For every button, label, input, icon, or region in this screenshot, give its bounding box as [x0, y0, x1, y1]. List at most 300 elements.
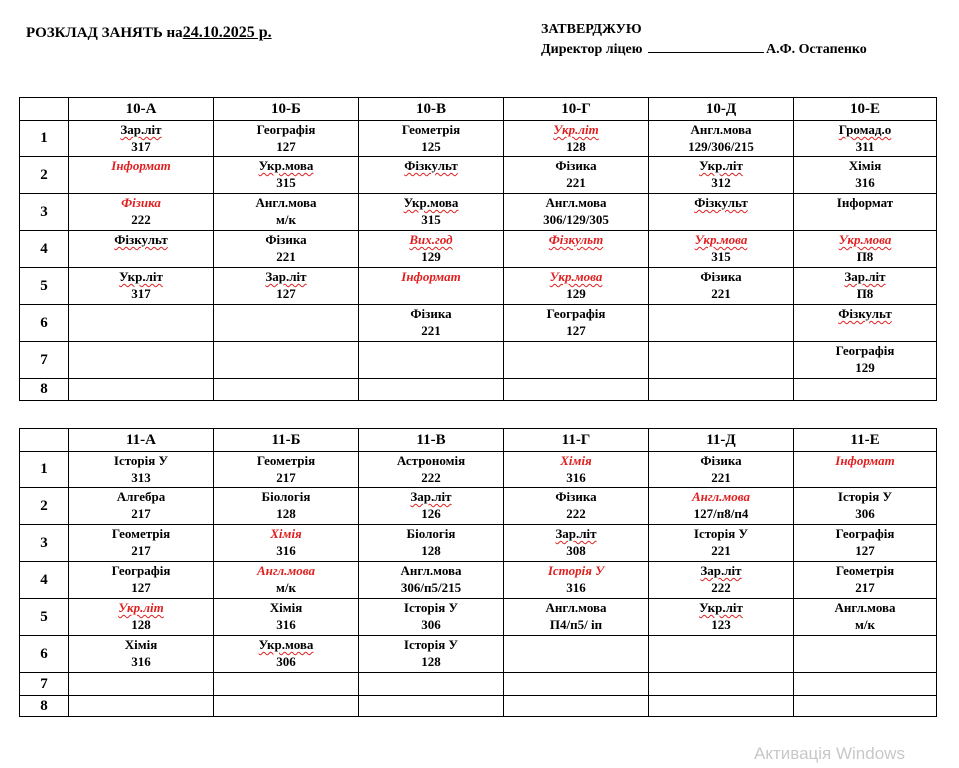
- subject-label: Географія: [546, 306, 606, 321]
- lesson-number: 7: [20, 673, 69, 696]
- room-label: 129: [855, 360, 875, 375]
- subject-label: [649, 599, 793, 616]
- lesson-cell: [69, 157, 214, 194]
- room-label: 317: [131, 286, 151, 301]
- subject-text: Укр.літ: [699, 158, 743, 173]
- lesson-cell: [504, 452, 649, 488]
- lesson-cell: [794, 305, 937, 342]
- table-row: [20, 525, 937, 562]
- room-label: 127: [566, 323, 586, 338]
- table-row: [20, 121, 937, 157]
- room-label: 127: [276, 139, 296, 154]
- lesson-cell: [214, 231, 359, 268]
- class-header-10-5: 10-Е: [794, 98, 937, 121]
- subject-text: Зар.літ: [844, 269, 886, 284]
- room-label: 312: [711, 175, 731, 190]
- table-row: [20, 599, 937, 636]
- lesson-number: 5: [20, 599, 69, 636]
- room-label: 316: [276, 617, 296, 632]
- lesson-cell: [359, 636, 504, 673]
- subject-label: [649, 562, 793, 579]
- lesson-cell: [359, 121, 504, 157]
- table-row: [20, 488, 937, 525]
- corner-cell: [20, 98, 69, 121]
- lesson-cell: [214, 157, 359, 194]
- header-row: [20, 98, 937, 121]
- schedule-title: [26, 24, 272, 42]
- schedule-table-11: [19, 428, 937, 717]
- lesson-cell: [794, 525, 937, 562]
- subject-text: Фізкульт: [548, 232, 604, 247]
- lesson-cell: [214, 379, 359, 401]
- lesson-cell: [359, 562, 504, 599]
- lesson-cell: [69, 194, 214, 231]
- room-label: 128: [566, 139, 586, 154]
- table-row: [20, 157, 937, 194]
- class-header-11-4: 11-Д: [649, 429, 794, 452]
- lesson-cell: [214, 696, 359, 717]
- lesson-number: 3: [20, 194, 69, 231]
- subject-label: [69, 231, 213, 248]
- subject-text: Фізкульт: [838, 306, 892, 321]
- subject-text: Укр.літ: [118, 600, 164, 615]
- room-label: 315: [421, 212, 441, 227]
- subject-label: Англ.мова: [834, 600, 896, 615]
- table-row: [20, 342, 937, 379]
- room-label: П8: [856, 286, 874, 301]
- subject-label: Історія У: [693, 526, 749, 541]
- lesson-cell: [214, 525, 359, 562]
- lesson-cell: [504, 525, 649, 562]
- subject-label: [649, 194, 793, 211]
- room-label: 127: [131, 580, 151, 595]
- subject-label: Англ.мова: [400, 563, 462, 578]
- lesson-cell: [214, 452, 359, 488]
- class-header-10-3: 10-Г: [504, 98, 649, 121]
- lesson-cell: [69, 268, 214, 305]
- approve-name: А.Ф. Остапенко: [765, 42, 867, 57]
- lesson-cell: [359, 599, 504, 636]
- table-row: [20, 452, 937, 488]
- table-row: [20, 379, 937, 401]
- room-label: 129/306/215: [688, 139, 754, 154]
- approval-block: [541, 20, 867, 60]
- room-label: 306/129/305: [543, 212, 609, 227]
- subject-label: [69, 599, 213, 616]
- subject-text: Зар.літ: [120, 122, 162, 137]
- subject-text: Укр.мова: [549, 269, 603, 284]
- subject-text: Громад.о: [838, 122, 892, 137]
- subject-label: [359, 488, 503, 505]
- room-label: 306: [276, 654, 296, 669]
- table-row: [20, 696, 937, 717]
- lesson-cell: [649, 696, 794, 717]
- subject-label: [69, 121, 213, 138]
- subject-label: Хімія: [124, 637, 158, 652]
- subject-label: Інформат: [401, 269, 461, 284]
- signature-line: [648, 40, 764, 53]
- table-row: [20, 194, 937, 231]
- room-label: 128: [421, 654, 441, 669]
- lesson-cell: [504, 562, 649, 599]
- room-label: 217: [855, 580, 875, 595]
- subject-label: Історія У: [403, 637, 459, 652]
- lesson-cell: [69, 452, 214, 488]
- lesson-cell: [649, 342, 794, 379]
- room-label: 123: [711, 617, 731, 632]
- lesson-cell: [649, 121, 794, 157]
- lesson-cell: [504, 268, 649, 305]
- lesson-number: 1: [20, 452, 69, 488]
- lesson-number: 4: [20, 562, 69, 599]
- subject-label: [359, 194, 503, 211]
- subject-text: Зар.літ: [700, 563, 742, 578]
- class-header-10-0: 10-А: [69, 98, 214, 121]
- lesson-cell: [214, 636, 359, 673]
- lesson-cell: [359, 305, 504, 342]
- table-row: [20, 231, 937, 268]
- class-header-11-1: 11-Б: [214, 429, 359, 452]
- lesson-cell: [359, 157, 504, 194]
- room-label: 221: [276, 249, 296, 264]
- lesson-cell: [504, 231, 649, 268]
- lesson-cell: [649, 268, 794, 305]
- room-label: 127: [276, 286, 296, 301]
- lesson-number: 2: [20, 488, 69, 525]
- subject-label: Англ.мова: [690, 122, 752, 137]
- lesson-cell: [359, 231, 504, 268]
- lesson-number: 6: [20, 305, 69, 342]
- lesson-cell: [794, 488, 937, 525]
- lesson-cell: [649, 379, 794, 401]
- subject-label: [214, 157, 358, 174]
- lesson-cell: [214, 673, 359, 696]
- room-label: 221: [711, 470, 731, 485]
- lesson-cell: [69, 562, 214, 599]
- subject-label: Фізика: [700, 453, 742, 468]
- title-date: 24.10.2025 р.: [182, 24, 272, 41]
- lesson-cell: [794, 673, 937, 696]
- subject-label: Англ.мова: [255, 195, 317, 210]
- lesson-number: 4: [20, 231, 69, 268]
- lesson-cell: [69, 488, 214, 525]
- room-label: 315: [276, 175, 296, 190]
- lesson-cell: [359, 452, 504, 488]
- lesson-cell: [359, 268, 504, 305]
- subject-text: Фізкульт: [694, 195, 748, 210]
- subject-text: Вих.год: [409, 232, 453, 247]
- lesson-number: 8: [20, 696, 69, 717]
- subject-label: Інформат: [111, 158, 171, 173]
- lesson-cell: [359, 673, 504, 696]
- subject-text: Укр.мова: [258, 158, 314, 173]
- lesson-cell: [69, 342, 214, 379]
- subject-label: [504, 525, 648, 542]
- lesson-cell: [649, 157, 794, 194]
- lesson-cell: [69, 525, 214, 562]
- room-label: 221: [566, 175, 586, 190]
- room-label: 311: [855, 139, 875, 154]
- subject-label: Фізика: [265, 232, 307, 247]
- subject-text: Фізкульт: [404, 158, 458, 173]
- class-header-10-2: 10-В: [359, 98, 504, 121]
- room-label: 221: [711, 286, 731, 301]
- subject-label: Інформат: [835, 453, 895, 468]
- lesson-number: 7: [20, 342, 69, 379]
- lesson-cell: [504, 194, 649, 231]
- room-label: 128: [131, 617, 151, 632]
- lesson-cell: [504, 696, 649, 717]
- lesson-cell: [359, 525, 504, 562]
- room-label: 316: [566, 580, 586, 595]
- lesson-cell: [504, 488, 649, 525]
- subject-label: [359, 231, 503, 248]
- schedule-table-10: [19, 97, 937, 401]
- lesson-cell: [214, 599, 359, 636]
- subject-label: Географія: [835, 526, 895, 541]
- approve-role: Директор ліцею: [541, 42, 643, 57]
- class-header-10-1: 10-Б: [214, 98, 359, 121]
- lesson-cell: [69, 379, 214, 401]
- room-label: 128: [421, 543, 441, 558]
- lesson-cell: [794, 121, 937, 157]
- lesson-cell: [504, 636, 649, 673]
- approve-title: ЗАТВЕРДЖУЮ: [541, 22, 642, 37]
- lesson-number: 8: [20, 379, 69, 401]
- room-label: 129: [566, 286, 586, 301]
- lesson-cell: [794, 268, 937, 305]
- subject-label: Хімія: [269, 600, 303, 615]
- lesson-cell: [359, 379, 504, 401]
- table-row: [20, 305, 937, 342]
- room-label: 222: [131, 212, 151, 227]
- subject-label: Геометрія: [835, 563, 895, 578]
- subject-label: Історія У: [113, 453, 169, 468]
- lesson-cell: [794, 562, 937, 599]
- approve-signature-line: [541, 40, 867, 60]
- room-label: 306: [421, 617, 441, 632]
- lesson-cell: [69, 636, 214, 673]
- lesson-cell: [359, 488, 504, 525]
- class-header-10-4: 10-Д: [649, 98, 794, 121]
- class-header-11-5: 11-Е: [794, 429, 937, 452]
- subject-label: Геометрія: [401, 122, 461, 137]
- room-label: 315: [711, 249, 731, 264]
- room-label: 222: [421, 470, 441, 485]
- lesson-cell: [69, 231, 214, 268]
- room-label: 316: [855, 175, 875, 190]
- table-row: [20, 636, 937, 673]
- lesson-cell: [69, 673, 214, 696]
- room-label: м/к: [276, 212, 296, 227]
- room-label: 127/п8/п4: [693, 506, 749, 521]
- header-row: [20, 429, 937, 452]
- lesson-cell: [69, 121, 214, 157]
- room-label: 129: [421, 249, 441, 264]
- subject-text: Укр.літ: [553, 122, 599, 137]
- class-header-11-3: 11-Г: [504, 429, 649, 452]
- lesson-cell: [794, 231, 937, 268]
- subject-text: Зар.літ: [265, 269, 307, 284]
- subject-label: Астрономія: [396, 453, 466, 468]
- subject-label: Англ.мова: [545, 600, 607, 615]
- room-label: 308: [566, 543, 586, 558]
- lesson-cell: [359, 194, 504, 231]
- room-label: 316: [276, 543, 296, 558]
- class-header-11-2: 11-В: [359, 429, 504, 452]
- room-label: 217: [276, 470, 296, 485]
- subject-label: [794, 121, 936, 138]
- lesson-cell: [214, 342, 359, 379]
- subject-label: [649, 231, 793, 248]
- lesson-cell: [504, 599, 649, 636]
- subject-label: Хімія: [270, 526, 302, 541]
- room-label: м/к: [276, 580, 296, 595]
- lesson-cell: [214, 305, 359, 342]
- lesson-cell: [69, 696, 214, 717]
- lesson-cell: [649, 488, 794, 525]
- lesson-cell: [649, 231, 794, 268]
- subject-label: [214, 268, 358, 285]
- lesson-number: 6: [20, 636, 69, 673]
- lesson-cell: [504, 379, 649, 401]
- class-header-11-0: 11-А: [69, 429, 214, 452]
- room-label: 127: [855, 543, 875, 558]
- subject-label: Фізика: [700, 269, 742, 284]
- subject-text: Фізкульт: [114, 232, 168, 247]
- subject-label: Географія: [256, 122, 316, 137]
- subject-text: Укр.мова: [694, 232, 748, 247]
- windows-activation-watermark: Активація Windows: [754, 744, 905, 763]
- subject-label: Фізика: [555, 489, 597, 504]
- subject-label: Історія У: [837, 489, 893, 504]
- subject-label: [214, 636, 358, 653]
- lesson-cell: [214, 121, 359, 157]
- lesson-cell: [649, 562, 794, 599]
- subject-text: Укр.мова: [403, 195, 459, 210]
- lesson-number: 1: [20, 121, 69, 157]
- lesson-cell: [504, 121, 649, 157]
- subject-label: Англ.мова: [256, 563, 316, 578]
- subject-label: Геометрія: [256, 453, 316, 468]
- subject-label: Фізика: [121, 195, 161, 210]
- subject-text: Укр.мова: [258, 637, 314, 652]
- subject-label: Англ.мова: [545, 195, 607, 210]
- lesson-cell: [649, 599, 794, 636]
- lesson-cell: [649, 673, 794, 696]
- table-row: [20, 268, 937, 305]
- subject-text: Укр.мова: [838, 232, 892, 247]
- lesson-cell: [214, 268, 359, 305]
- lesson-cell: [69, 305, 214, 342]
- room-label: 316: [131, 654, 151, 669]
- lesson-number: 5: [20, 268, 69, 305]
- room-label: 125: [421, 139, 441, 154]
- subject-label: Інформат: [836, 195, 894, 210]
- room-label: 126: [421, 506, 441, 521]
- subject-label: Фізика: [410, 306, 452, 321]
- subject-label: Географія: [111, 563, 171, 578]
- lesson-cell: [214, 488, 359, 525]
- subject-label: [794, 305, 936, 322]
- lesson-cell: [359, 342, 504, 379]
- lesson-cell: [504, 673, 649, 696]
- lesson-cell: [794, 599, 937, 636]
- subject-label: [504, 121, 648, 138]
- room-label: 317: [131, 139, 151, 154]
- subject-label: Англ.мова: [691, 489, 751, 504]
- subject-text: Зар.літ: [555, 526, 597, 541]
- lesson-cell: [649, 194, 794, 231]
- lesson-cell: [794, 696, 937, 717]
- room-label: П4/п5/ іп: [549, 617, 603, 632]
- subject-label: Географія: [835, 343, 895, 358]
- lesson-cell: [794, 636, 937, 673]
- lesson-cell: [504, 342, 649, 379]
- room-label: 306: [855, 506, 875, 521]
- lesson-cell: [649, 452, 794, 488]
- subject-label: Алгебра: [116, 489, 166, 504]
- room-label: 217: [131, 506, 151, 521]
- room-label: 221: [421, 323, 441, 338]
- subject-label: [794, 268, 936, 285]
- lesson-number: 3: [20, 525, 69, 562]
- lesson-cell: [214, 194, 359, 231]
- lesson-cell: [794, 157, 937, 194]
- subject-label: [649, 157, 793, 174]
- lesson-cell: [359, 696, 504, 717]
- room-label: 222: [711, 580, 731, 595]
- subject-label: [794, 231, 936, 248]
- room-label: 316: [566, 470, 586, 485]
- room-label: 221: [711, 543, 731, 558]
- subject-label: Історія У: [547, 563, 605, 578]
- subject-label: Біологія: [261, 489, 311, 504]
- subject-label: [359, 157, 503, 174]
- lesson-cell: [794, 194, 937, 231]
- subject-label: Історія У: [403, 600, 459, 615]
- lesson-cell: [794, 379, 937, 401]
- lesson-cell: [504, 305, 649, 342]
- subject-label: Фізика: [555, 158, 597, 173]
- lesson-cell: [794, 342, 937, 379]
- subject-text: Укр.літ: [119, 269, 163, 284]
- corner-cell: [20, 429, 69, 452]
- room-label: м/к: [855, 617, 875, 632]
- room-label: 306/п5/215: [400, 580, 462, 595]
- room-label: 128: [276, 506, 296, 521]
- subject-label: Геометрія: [111, 526, 171, 541]
- table-row: [20, 562, 937, 599]
- room-label: 222: [566, 506, 586, 521]
- subject-label: Хімія: [848, 158, 882, 173]
- room-label: П8: [856, 249, 874, 264]
- subject-label: [504, 231, 648, 248]
- lesson-cell: [504, 157, 649, 194]
- lesson-cell: [69, 599, 214, 636]
- subject-label: Біологія: [406, 526, 456, 541]
- lesson-number: 2: [20, 157, 69, 194]
- subject-label: [504, 268, 648, 285]
- lesson-cell: [649, 525, 794, 562]
- lesson-cell: [794, 452, 937, 488]
- table-row: [20, 673, 937, 696]
- room-label: 313: [131, 470, 151, 485]
- title-prefix: РОЗКЛАД ЗАНЯТЬ на: [26, 25, 183, 41]
- room-label: 217: [131, 543, 151, 558]
- subject-label: Хімія: [560, 453, 592, 468]
- lesson-cell: [214, 562, 359, 599]
